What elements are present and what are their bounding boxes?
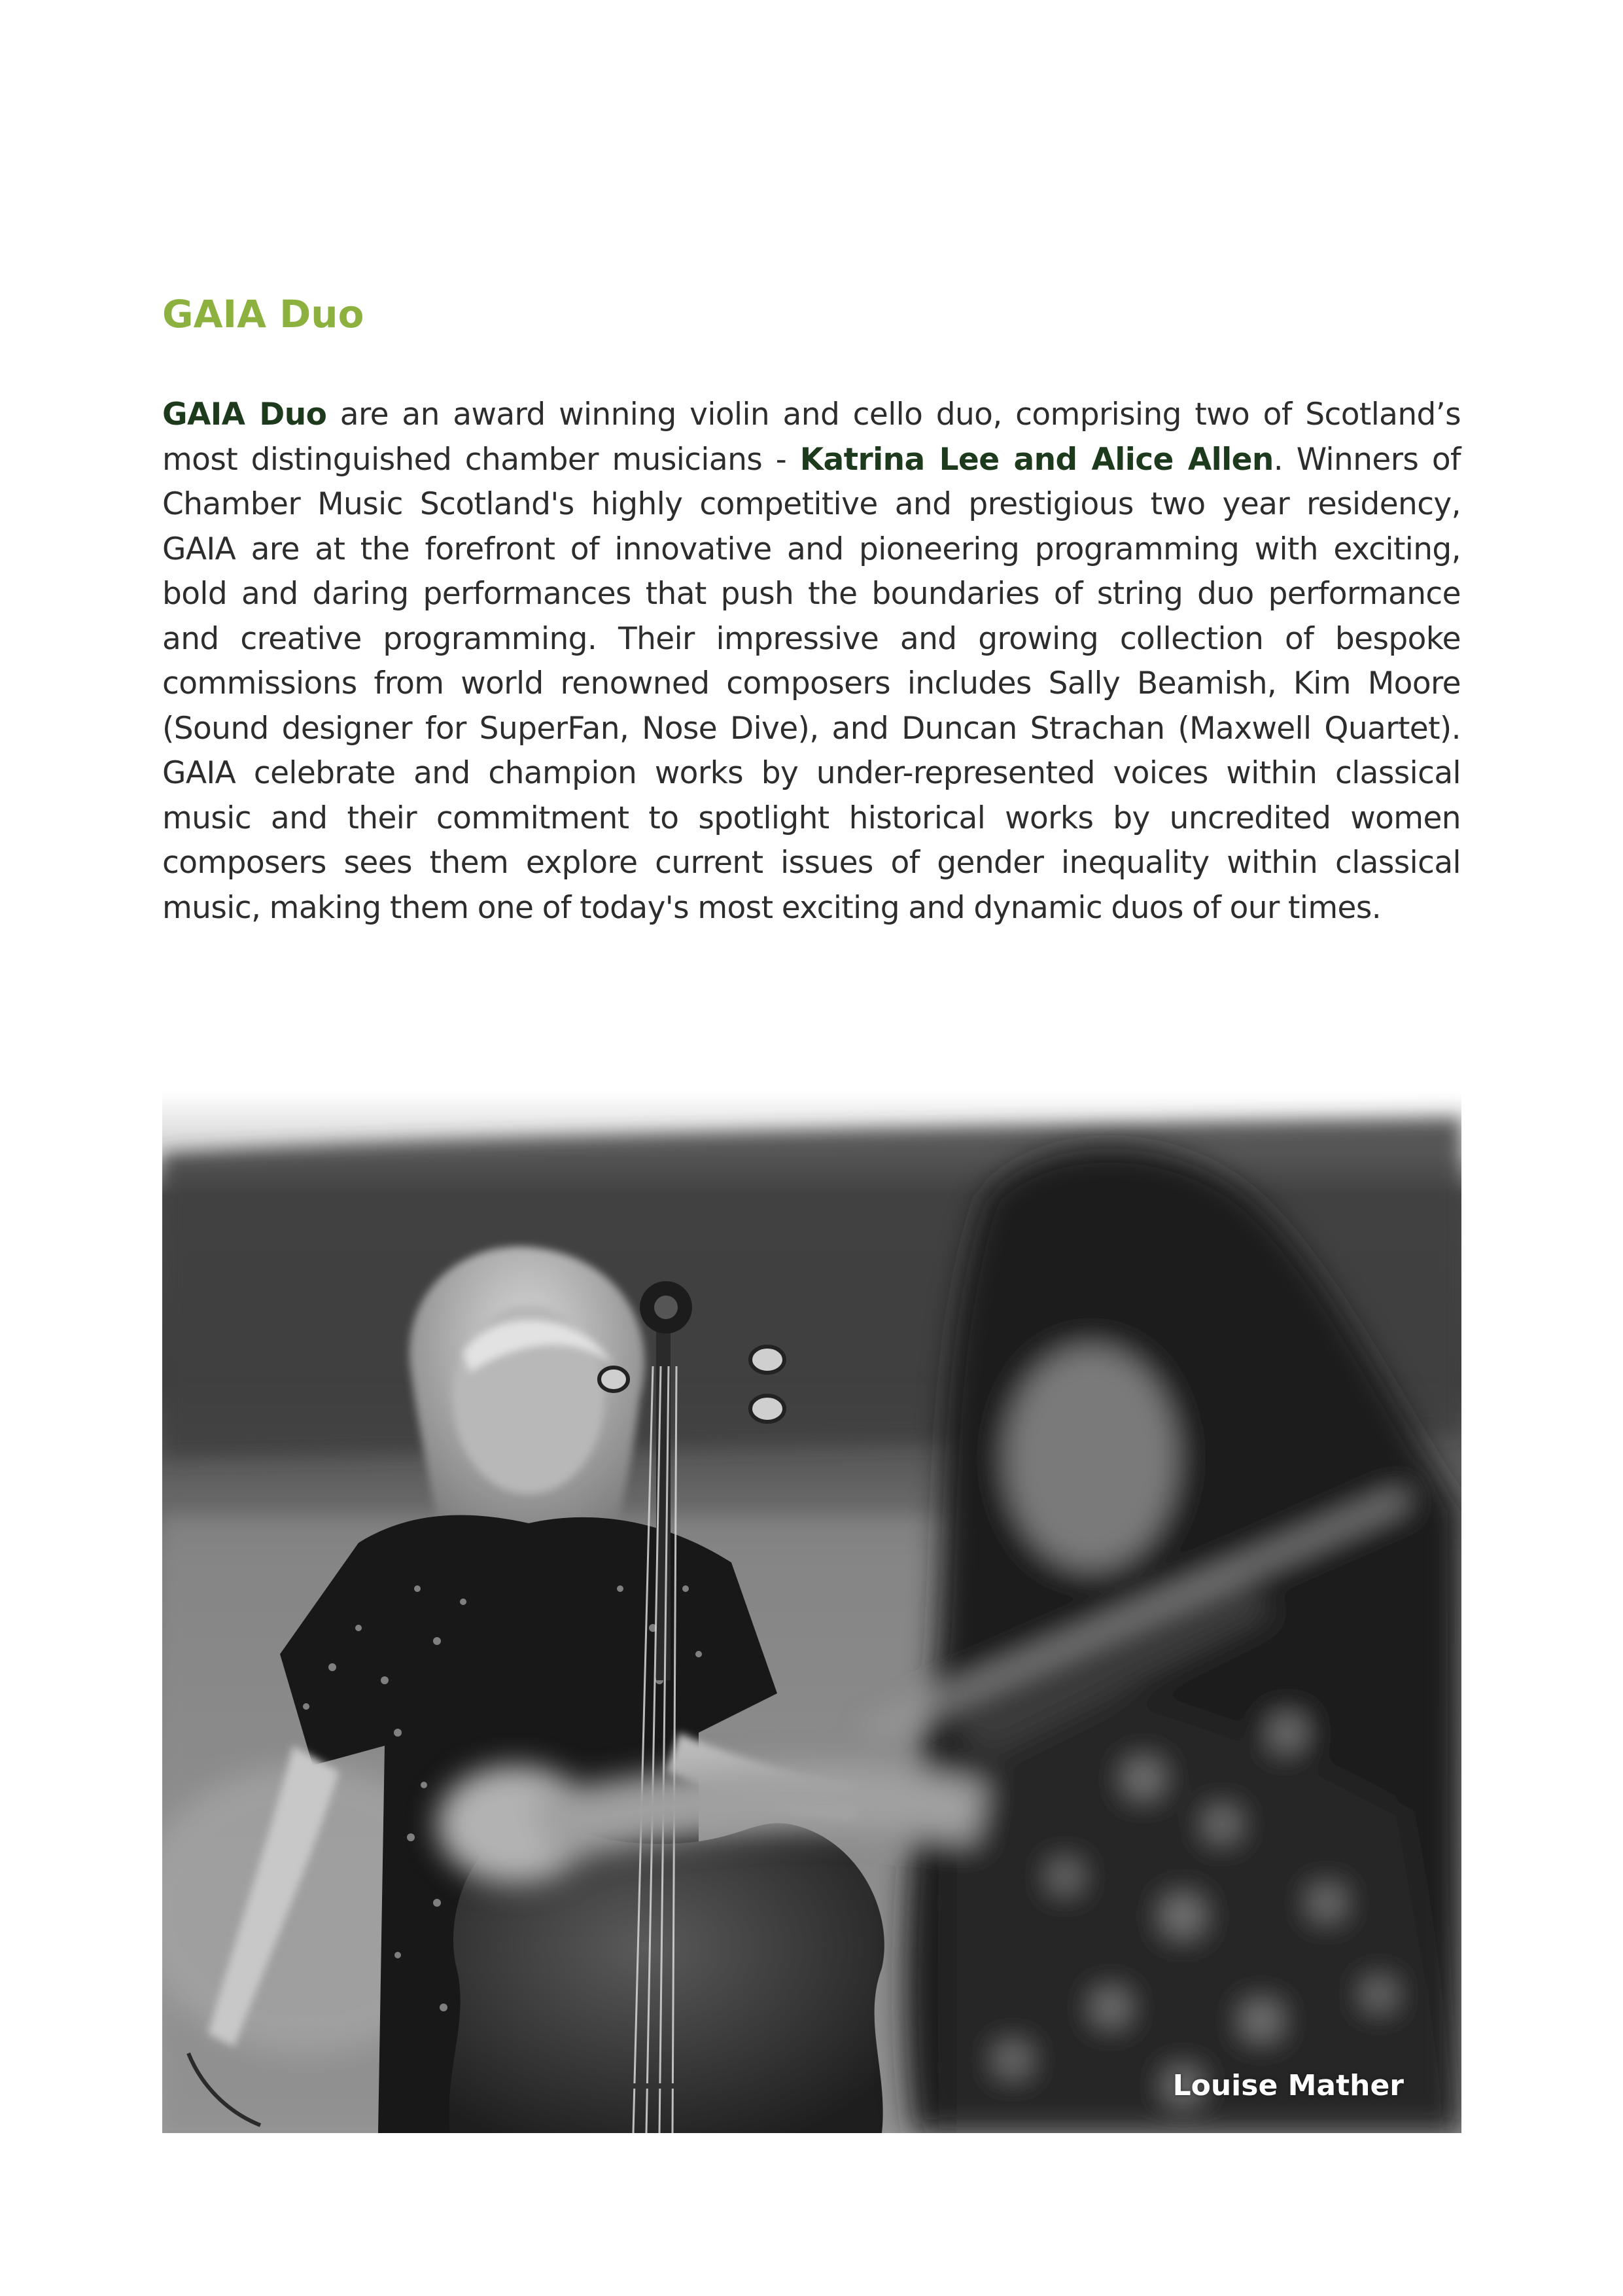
- bio-text-part1: are an award winning violin and cello duo, comprising two of Scotland’s most distinguished chamber musicians -: [162, 397, 1461, 478]
- duo-photo-illustration: [162, 1091, 1461, 2133]
- bio-paragraph: [162, 393, 1461, 930]
- page-title: GAIA Duo: [162, 292, 364, 336]
- bio-text-part2: . Winners of Chamber Music Scotland's highly competitive and prestigious two year residency, GAIA are at the forefront of innovative and pioneering programming with exciting, bold and daring performances that push the boundaries of string duo performance and creative programming. Their impressive and growing collection of bespoke commissions from world renowned composers includes Sally Beamish, Kim Moore (Sound designer for SuperFan, Nose Dive), and Duncan Strachan (Maxwell Quartet). GAIA celebrate and champion works by under-represented voices within classical music and their commitment to spotlight historical works by uncredited women composers sees them explore current issues of gender inequality within classical music, making them one of today's most exciting and dynamic duos of our times.: [162, 441, 1461, 926]
- duo-photo: [162, 1091, 1461, 2133]
- bio-names-bold: Katrina Lee and Alice Allen: [799, 441, 1274, 478]
- photo-credit: Louise Mather: [1172, 2069, 1404, 2102]
- bio-lead-bold: GAIA Duo: [162, 397, 327, 433]
